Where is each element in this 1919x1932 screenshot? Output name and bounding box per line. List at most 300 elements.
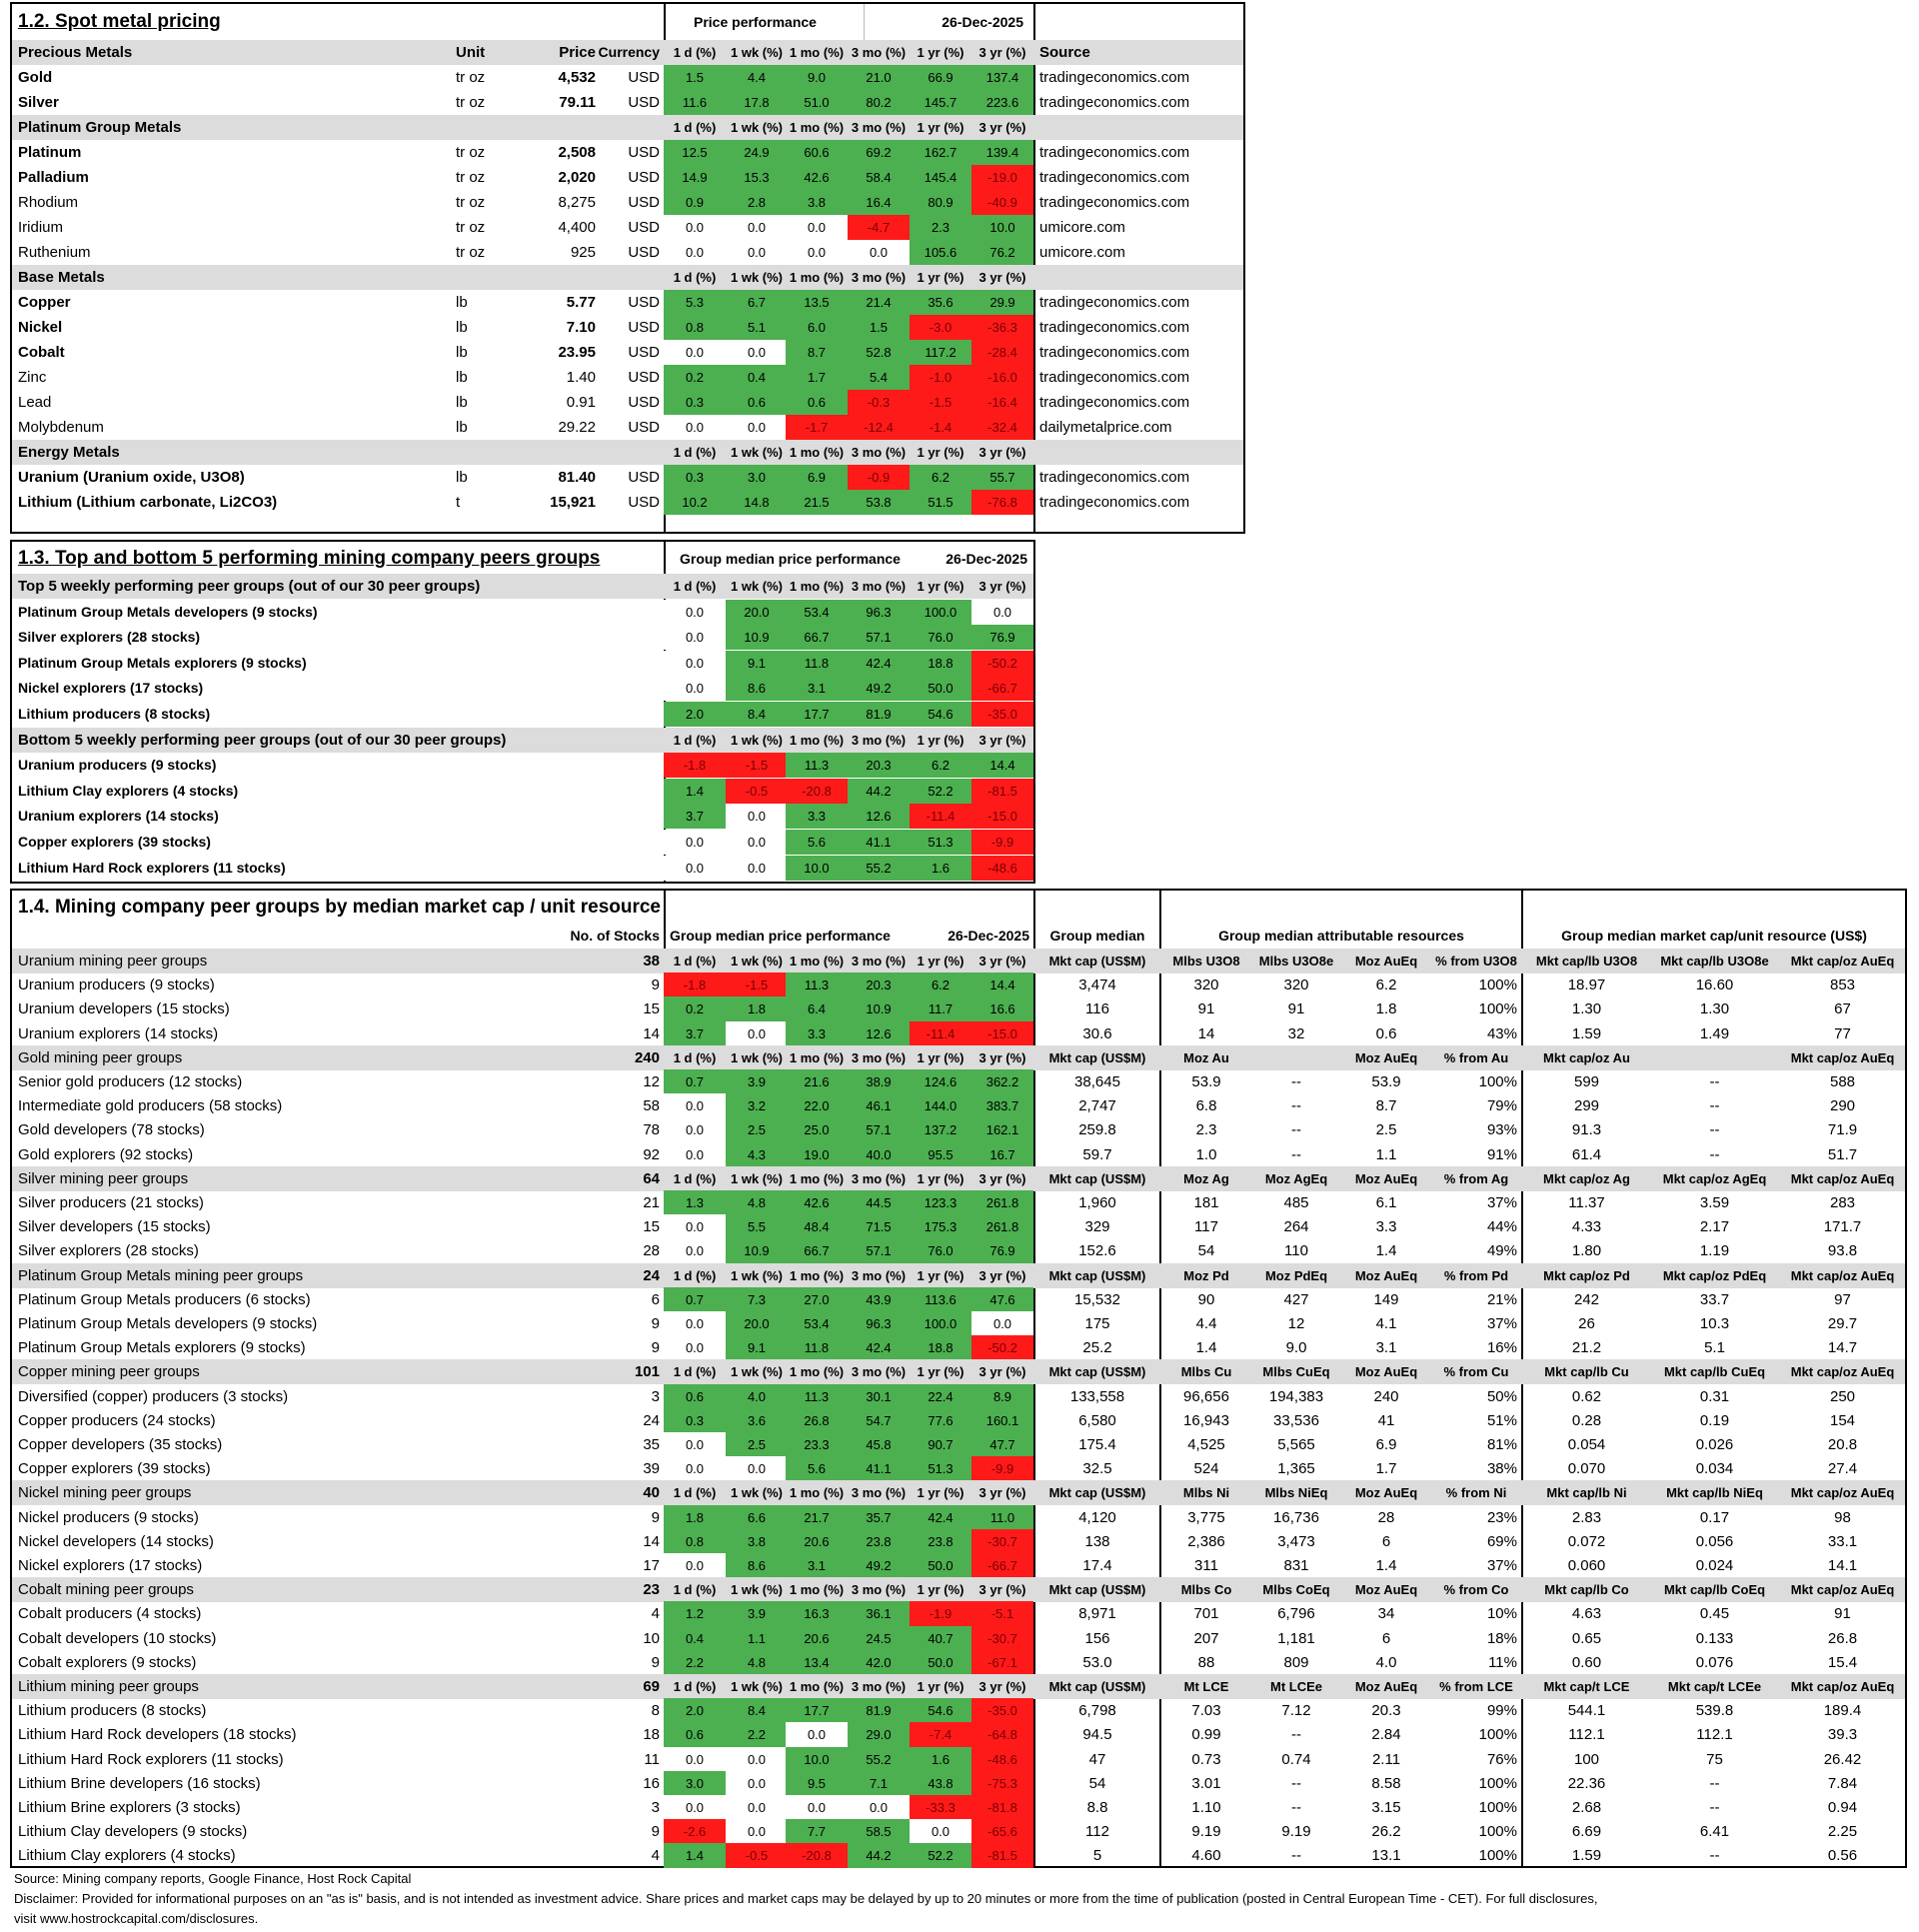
- stock-count: 35: [643, 1436, 660, 1453]
- perf-value-cell: 0.0: [664, 600, 726, 625]
- resource-col-header: Moz AuEq: [1354, 1679, 1418, 1694]
- perf-value-cell: 11.8: [786, 651, 848, 676]
- valuation-value: 154: [1829, 1411, 1856, 1429]
- resource-col-header: Mlbs U3O8: [1172, 954, 1240, 968]
- perf-value-cell: 55.7: [971, 465, 1033, 490]
- resource-value: 100%: [1478, 1799, 1517, 1816]
- valuation-value: 0.65: [1571, 1629, 1602, 1647]
- perf-value-cell: 0.0: [664, 1795, 726, 1820]
- unit-cell: tr oz: [456, 244, 486, 261]
- resource-value: 2.3: [1195, 1121, 1217, 1139]
- perf-col-header: 3 yr (%): [978, 1485, 1026, 1501]
- mkt-cap-value: 8,971: [1078, 1605, 1116, 1623]
- stock-count: 4: [651, 1847, 660, 1865]
- perf-value-cell: -32.4: [971, 415, 1033, 440]
- unit-cell: tr oz: [456, 94, 486, 111]
- metal-name: Palladium: [18, 169, 89, 186]
- peer-group-name: Lithium Hard Rock explorers (11 stocks): [18, 1750, 284, 1768]
- resource-col-header: Moz AuEq: [1354, 1582, 1418, 1598]
- perf-col-header: 1 d (%): [673, 270, 717, 285]
- currency-cell: USD: [628, 194, 660, 211]
- perf-value-cell: 35.6: [910, 290, 971, 315]
- perf-value-cell: 4.8: [726, 1190, 788, 1215]
- peer-section-label: Top 5 weekly performing peer groups (out of our 30 peer groups): [18, 578, 481, 595]
- valuation-value: 27.4: [1827, 1460, 1858, 1478]
- perf-col-header: 1 wk (%): [730, 1364, 783, 1380]
- peer-group-row: [12, 1408, 1905, 1433]
- mkt-cap-header: Mkt cap (US$M): [1048, 1267, 1146, 1283]
- perf-value-cell: 51.3: [910, 1456, 971, 1481]
- perf-col-header: 1 mo (%): [789, 954, 845, 968]
- peer-group-row: [12, 1553, 1905, 1578]
- perf-value-cell: 6.2: [910, 465, 971, 490]
- valuation-value: 1.80: [1571, 1242, 1602, 1260]
- valuation-value: 1.59: [1571, 1847, 1602, 1865]
- disclosures-link[interactable]: visit www.hostrockcapital.com/disclosures.: [14, 1911, 259, 1926]
- perf-value-cell: 14.4: [971, 753, 1033, 778]
- perf-value-cell: 3.0: [664, 1771, 726, 1796]
- perf-value-cell: -16.0: [971, 365, 1033, 390]
- perf-value-cell: 11.3: [786, 753, 848, 778]
- mkt-cap-value: 1,960: [1078, 1194, 1116, 1211]
- price-cell: 79.11: [559, 94, 596, 111]
- valuation-value: 0.31: [1699, 1387, 1730, 1405]
- valuation-value: 250: [1829, 1387, 1856, 1405]
- perf-value-cell: 0.8: [664, 315, 726, 340]
- perf-col-header: 3 mo (%): [851, 579, 907, 594]
- price-cell: 8,275: [558, 194, 596, 211]
- perf-value-cell: -48.6: [971, 1747, 1033, 1772]
- valuation-col-header: Mkt cap/oz AuEq: [1790, 1364, 1895, 1380]
- peer-group-name: Uranium explorers (14 stocks): [18, 808, 219, 825]
- stock-count: 18: [643, 1726, 660, 1744]
- perf-value-cell: 3.3: [786, 1021, 848, 1046]
- perf-value-cell: 0.0: [664, 1432, 726, 1457]
- perf-value-cell: -4.7: [848, 215, 910, 240]
- peer-group-name: Lithium Brine explorers (3 stocks): [18, 1799, 241, 1816]
- resource-value: 18%: [1486, 1629, 1517, 1647]
- unit-cell: tr oz: [456, 219, 486, 236]
- peer-group-name: Copper explorers (39 stocks): [18, 834, 211, 850]
- metal-row: [12, 415, 1243, 440]
- peer-group-name: Lithium Brine developers (16 stocks): [18, 1774, 261, 1792]
- metal-name: Nickel: [18, 319, 63, 336]
- perf-value-cell: 42.6: [786, 165, 848, 190]
- perf-value-cell: 3.7: [664, 1021, 726, 1046]
- resource-col-header: Moz AuEq: [1354, 1364, 1418, 1380]
- source-link: tradingeconomics.com: [1039, 369, 1190, 386]
- resource-value: 6.1: [1375, 1194, 1397, 1211]
- perf-value-cell: 8.7: [786, 340, 848, 365]
- valuation-value: 0.19: [1699, 1411, 1730, 1429]
- perf-value-cell: -15.0: [971, 1021, 1033, 1046]
- perf-col-header: 1 mo (%): [789, 270, 845, 285]
- perf-value-cell: 145.7: [910, 90, 971, 115]
- perf-value-cell: 0.0: [726, 1795, 788, 1820]
- category-header-row: [12, 115, 1243, 140]
- perf-col-header: 1 wk (%): [730, 579, 783, 594]
- perf-col-header: 3 mo (%): [851, 1267, 907, 1283]
- valuation-value: 0.94: [1827, 1799, 1858, 1816]
- peer-header-row: [12, 574, 1033, 599]
- valuation-value: 299: [1573, 1097, 1600, 1115]
- resource-value: 13.1: [1371, 1847, 1401, 1865]
- perf-value-cell: 362.2: [971, 1069, 1033, 1094]
- peer-group-name: Uranium developers (15 stocks): [18, 1000, 230, 1018]
- section-title: 1.2. Spot metal pricing: [18, 11, 221, 32]
- mkt-cap-value: 54: [1088, 1774, 1106, 1792]
- stock-count: 64: [643, 1169, 660, 1187]
- resource-value: 16,736: [1273, 1508, 1319, 1526]
- perf-value-cell: 35.7: [848, 1505, 910, 1530]
- mkt-cap-value: 138: [1084, 1532, 1110, 1550]
- perf-value-cell: 0.0: [971, 1311, 1033, 1336]
- category-label: Base Metals: [18, 269, 105, 286]
- mkt-cap-value: 152.6: [1078, 1242, 1116, 1260]
- resource-value: 6,796: [1277, 1605, 1315, 1623]
- resource-value: 100%: [1478, 1073, 1517, 1090]
- perf-col-header: 1 mo (%): [789, 120, 845, 135]
- perf-date: 26-Dec-2025: [948, 928, 1029, 944]
- source-link: tradingeconomics.com: [1039, 344, 1190, 361]
- resource-col-header: Mlbs U3O8e: [1258, 954, 1334, 968]
- perf-value-cell: -76.8: [971, 490, 1033, 515]
- currency-cell: USD: [628, 169, 660, 186]
- perf-value-cell: 0.7: [664, 1287, 726, 1312]
- source-link: tradingeconomics.com: [1039, 69, 1190, 86]
- perf-col-header: 1 wk (%): [730, 954, 783, 968]
- perf-value-cell: 50.0: [910, 1650, 971, 1675]
- peer-group-row: [12, 1238, 1905, 1263]
- resource-col-header: % from Pd: [1443, 1267, 1509, 1283]
- resource-value: 49%: [1486, 1242, 1517, 1260]
- perf-value-cell: 76.9: [971, 1238, 1033, 1263]
- valuation-col-header: Mkt cap/oz AuEq: [1790, 1267, 1895, 1283]
- mkt-cap-header: Mkt cap (US$M): [1048, 1485, 1146, 1501]
- peer-group-name: Platinum Group Metals developers (9 stocks): [18, 603, 318, 620]
- peer-group-name: Copper producers (24 stocks): [18, 1411, 216, 1429]
- valuation-value: 71.9: [1827, 1121, 1858, 1139]
- resource-value: 3.01: [1191, 1774, 1221, 1792]
- peer-group-name: Lithium producers (8 stocks): [18, 1702, 207, 1720]
- perf-value-cell: 0.0: [664, 1142, 726, 1167]
- resource-col-header: Moz AuEq: [1354, 1485, 1418, 1501]
- section-title: 1.4. Mining company peer groups by median market cap / unit resource: [18, 897, 662, 918]
- perf-value-cell: 0.0: [726, 1747, 788, 1772]
- perf-value-cell: 144.0: [910, 1093, 971, 1118]
- perf-value-cell: -0.3: [848, 390, 910, 415]
- source-header: Source: [1039, 44, 1090, 61]
- perf-value-cell: 10.9: [726, 625, 788, 650]
- peer-row: [12, 651, 1033, 676]
- perf-value-cell: 0.4: [726, 365, 788, 390]
- metal-row: [12, 340, 1243, 365]
- stock-count: 9: [651, 1653, 660, 1671]
- perf-value-cell: 8.6: [726, 1553, 788, 1578]
- stocks-header: No. of Stocks: [570, 928, 660, 944]
- peer-group-row: [12, 1432, 1905, 1457]
- valuation-col-header: Mkt cap/oz Ag: [1543, 1170, 1630, 1186]
- perf-value-cell: 3.8: [786, 190, 848, 215]
- valuation-value: 2.25: [1827, 1823, 1858, 1841]
- perf-value-cell: 69.2: [848, 140, 910, 165]
- perf-value-cell: 20.6: [786, 1626, 848, 1651]
- resource-value: 54: [1197, 1242, 1215, 1260]
- perf-value-cell: 9.1: [726, 1335, 788, 1360]
- perf-value-cell: 3.1: [786, 676, 848, 701]
- valuation-value: 67: [1834, 1000, 1851, 1018]
- resource-value: 93%: [1486, 1121, 1517, 1139]
- stock-count: 3: [651, 1799, 660, 1816]
- perf-value-cell: 7.7: [786, 1819, 848, 1844]
- perf-value-cell: 0.6: [664, 1384, 726, 1409]
- peer-group-name: Uranium producers (9 stocks): [18, 757, 217, 774]
- resource-col-header: Moz Au: [1183, 1049, 1229, 1065]
- perf-value-cell: 3.9: [726, 1601, 788, 1626]
- stock-count: 9: [651, 976, 660, 994]
- resource-value: 43%: [1486, 1024, 1517, 1042]
- peer-group-header-row: [12, 1577, 1905, 1602]
- perf-value-cell: -35.0: [971, 1698, 1033, 1723]
- perf-col-header: 1 wk (%): [730, 1582, 783, 1598]
- perf-value-cell: 0.0: [786, 215, 848, 240]
- perf-value-cell: 383.7: [971, 1093, 1033, 1118]
- perf-value-cell: 43.8: [910, 1771, 971, 1796]
- peer-group-row: [12, 1747, 1905, 1772]
- perf-value-cell: 14.8: [726, 490, 788, 515]
- valuation-col-header: Mkt cap/lb U3O8: [1535, 954, 1638, 968]
- peer-row: [12, 702, 1033, 727]
- perf-value-cell: 1.3: [664, 1190, 726, 1215]
- source-link: tradingeconomics.com: [1039, 194, 1190, 211]
- perf-col-header: 3 yr (%): [978, 120, 1026, 135]
- resource-value: --: [1291, 1121, 1301, 1139]
- perf-value-cell: 20.0: [726, 600, 788, 625]
- resource-value: 6: [1381, 1629, 1391, 1647]
- perf-value-cell: -9.9: [971, 830, 1033, 855]
- perf-value-cell: 38.9: [848, 1069, 910, 1094]
- perf-value-cell: 0.0: [664, 1456, 726, 1481]
- peer-group-row: [12, 1311, 1905, 1336]
- perf-value-cell: 10.9: [726, 1238, 788, 1263]
- peer-group-row: [12, 1069, 1905, 1094]
- perf-value-cell: 1.1: [726, 1626, 788, 1651]
- perf-value-cell: 0.4: [664, 1626, 726, 1651]
- perf-value-cell: 0.7: [664, 1069, 726, 1094]
- resource-value: 53.9: [1371, 1073, 1401, 1090]
- resource-value: 9.19: [1191, 1823, 1221, 1841]
- disclaimer: Disclaimer: Provided for informational purposes on an "as is" basis, and is not intended as investment advice. Share prices and market caps may be delayed by up to 20 minutes or more from the time of publication (posted in Central European Time - CET). For full disclosures,: [14, 1891, 1598, 1906]
- perf-value-cell: 0.0: [848, 1795, 910, 1820]
- valuation-value: 0.28: [1571, 1411, 1602, 1429]
- resource-value: 240: [1373, 1387, 1399, 1405]
- price-cell: 4,532: [558, 69, 596, 86]
- peer-group-name: Copper explorers (39 stocks): [18, 1460, 211, 1478]
- perf-value-cell: -1.5: [726, 972, 788, 997]
- resource-value: 9.0: [1285, 1339, 1307, 1357]
- peer-group-row: [12, 1190, 1905, 1215]
- peer-group-row: [12, 1795, 1905, 1820]
- resource-col-header: % from LCE: [1439, 1679, 1513, 1694]
- perf-value-cell: 8.6: [726, 676, 788, 701]
- mkt-cap-value: 25.2: [1082, 1339, 1112, 1357]
- perf-col-header: 1 mo (%): [789, 1364, 845, 1380]
- valuation-value: 4.63: [1571, 1605, 1602, 1623]
- resource-value: 320: [1193, 976, 1219, 994]
- perf-value-cell: 1.4: [664, 1843, 726, 1868]
- perf-col-header: 3 mo (%): [851, 445, 907, 460]
- peer-group-name: Cobalt developers (10 stocks): [18, 1629, 217, 1647]
- valuation-value: 26.42: [1823, 1750, 1862, 1768]
- perf-value-cell: 0.8: [664, 1529, 726, 1554]
- valuation-value: 61.4: [1571, 1145, 1602, 1163]
- perf-value-cell: 0.0: [726, 1456, 788, 1481]
- perf-value-cell: 11.8: [786, 1335, 848, 1360]
- metal-name: Lead: [18, 394, 52, 411]
- perf-value-cell: 0.0: [664, 1747, 726, 1772]
- perf-value-cell: 6.2: [910, 753, 971, 778]
- peer-group-title: Silver mining peer groups: [18, 1169, 189, 1187]
- resource-value: 51%: [1486, 1411, 1517, 1429]
- perf-value-cell: -9.9: [971, 1456, 1033, 1481]
- group-median-label: Group median: [1049, 928, 1145, 944]
- resource-col-header: [1251, 1045, 1341, 1070]
- valuation-value: 29.7: [1827, 1315, 1858, 1332]
- resource-value: 16,943: [1183, 1411, 1229, 1429]
- stock-count: 12: [643, 1073, 660, 1090]
- perf-value-cell: 1.8: [664, 1505, 726, 1530]
- valuation-value: 599: [1573, 1073, 1600, 1090]
- stock-count: 78: [643, 1121, 660, 1139]
- resource-value: 91%: [1486, 1145, 1517, 1163]
- perf-value-cell: 2.0: [664, 1698, 726, 1723]
- perf-value-cell: -1.5: [910, 390, 971, 415]
- perf-value-cell: 81.9: [848, 702, 910, 727]
- metal-name: Copper: [18, 294, 71, 311]
- peer-group-name: Silver developers (15 stocks): [18, 1218, 211, 1236]
- perf-value-cell: 6.4: [786, 996, 848, 1021]
- perf-value-cell: 17.7: [786, 702, 848, 727]
- resource-value: 2.11: [1371, 1750, 1401, 1768]
- column-group-header: [12, 924, 1905, 949]
- perf-value-cell: -1.5: [726, 753, 788, 778]
- mkt-cap-value: 38,645: [1074, 1073, 1120, 1090]
- valuation-value: 0.60: [1571, 1653, 1602, 1671]
- peer-group-name: Lithium Clay developers (9 stocks): [18, 1823, 248, 1841]
- resource-value: 524: [1193, 1460, 1219, 1478]
- resource-value: 311: [1194, 1557, 1218, 1574]
- perf-value-cell: 261.8: [971, 1214, 1033, 1239]
- price-cell: 15,921: [550, 494, 596, 511]
- peer-group-title: Nickel mining peer groups: [18, 1484, 192, 1502]
- source-link: tradingeconomics.com: [1039, 469, 1190, 486]
- metal-name: Gold: [18, 69, 53, 86]
- valuation-value: 91: [1834, 1605, 1851, 1623]
- perf-value-cell: 123.3: [910, 1190, 971, 1215]
- perf-value-cell: 18.8: [910, 651, 971, 676]
- perf-value-cell: 0.0: [664, 215, 726, 240]
- source-link: tradingeconomics.com: [1039, 294, 1190, 311]
- perf-col-header: 1 wk (%): [730, 120, 783, 135]
- peer-group-title: Platinum Group Metals mining peer groups: [18, 1266, 304, 1284]
- perf-value-cell: 24.9: [726, 140, 788, 165]
- resource-value: 100%: [1478, 1847, 1517, 1865]
- perf-value-cell: 3.8: [726, 1529, 788, 1554]
- perf-value-cell: 1.7: [786, 365, 848, 390]
- resource-col-header: Moz Pd: [1183, 1267, 1229, 1283]
- perf-date: 26-Dec-2025: [946, 551, 1027, 567]
- resource-value: 485: [1283, 1194, 1309, 1211]
- currency-cell: USD: [628, 394, 660, 411]
- perf-col-header: 1 mo (%): [789, 732, 845, 748]
- perf-value-cell: 6.0: [786, 315, 848, 340]
- peer-group-name: Cobalt explorers (9 stocks): [18, 1653, 197, 1671]
- perf-col-header: 3 mo (%): [851, 1049, 907, 1065]
- perf-col-header: 1 mo (%): [789, 445, 845, 460]
- metal-name: Lithium (Lithium carbonate, Li2CO3): [18, 494, 278, 511]
- resource-value: 14: [1197, 1024, 1215, 1042]
- perf-value-cell: 95.5: [910, 1142, 971, 1167]
- perf-value-cell: -1.4: [910, 415, 971, 440]
- valuation-value: 1.49: [1699, 1024, 1730, 1042]
- perf-value-cell: 66.9: [910, 65, 971, 90]
- valuation-value: 7.84: [1827, 1774, 1858, 1792]
- resource-col-header: Moz Ag: [1183, 1170, 1229, 1186]
- perf-value-cell: 0.0: [848, 240, 910, 265]
- valuation-value: 4.33: [1571, 1218, 1602, 1236]
- perf-value-cell: 0.0: [726, 340, 788, 365]
- peer-group-title: Gold mining peer groups: [18, 1048, 183, 1066]
- perf-value-cell: 54.7: [848, 1408, 910, 1433]
- valuation-col-header: Mkt cap/lb Cu: [1544, 1364, 1629, 1380]
- resource-value: 37%: [1486, 1194, 1517, 1211]
- perf-value-cell: 13.5: [786, 290, 848, 315]
- perf-value-cell: 25.0: [786, 1117, 848, 1142]
- resource-value: 81%: [1486, 1436, 1517, 1453]
- resource-col-header: Mt LCEe: [1270, 1679, 1322, 1694]
- currency-header: Currency: [598, 44, 660, 60]
- perf-col-header: 1 yr (%): [917, 579, 964, 594]
- source-link: tradingeconomics.com: [1039, 169, 1190, 186]
- resource-value: 37%: [1486, 1557, 1517, 1574]
- perf-value-cell: 0.6: [726, 390, 788, 415]
- perf-value-cell: 6.2: [910, 972, 971, 997]
- valuation-value: 2.17: [1699, 1218, 1730, 1236]
- metal-row: [12, 290, 1243, 315]
- resource-value: 100%: [1478, 1774, 1517, 1792]
- perf-value-cell: 76.0: [910, 625, 971, 650]
- perf-col-header: 3 mo (%): [851, 45, 907, 60]
- unit-cell: lb: [456, 319, 468, 336]
- perf-col-header: 1 wk (%): [730, 1267, 783, 1283]
- perf-value-cell: 0.0: [726, 856, 788, 881]
- valuation-value: 171.7: [1823, 1218, 1862, 1236]
- peer-group-header-row: [12, 1263, 1905, 1288]
- resource-value: 26.2: [1371, 1823, 1401, 1841]
- perf-value-cell: 11.6: [664, 90, 726, 115]
- valuation-value: 0.056: [1695, 1532, 1734, 1550]
- mkt-cap-value: 59.7: [1082, 1145, 1112, 1163]
- perf-value-cell: -0.5: [726, 779, 788, 804]
- metal-row: [12, 65, 1243, 90]
- resource-value: 90: [1197, 1290, 1215, 1308]
- peer-group-header-row: [12, 1166, 1905, 1191]
- perf-col-header: 3 yr (%): [978, 954, 1026, 968]
- perf-value-cell: -50.2: [971, 651, 1033, 676]
- peer-group-row: [12, 1142, 1905, 1167]
- resource-value: --: [1291, 1726, 1301, 1744]
- metal-row: [12, 465, 1243, 490]
